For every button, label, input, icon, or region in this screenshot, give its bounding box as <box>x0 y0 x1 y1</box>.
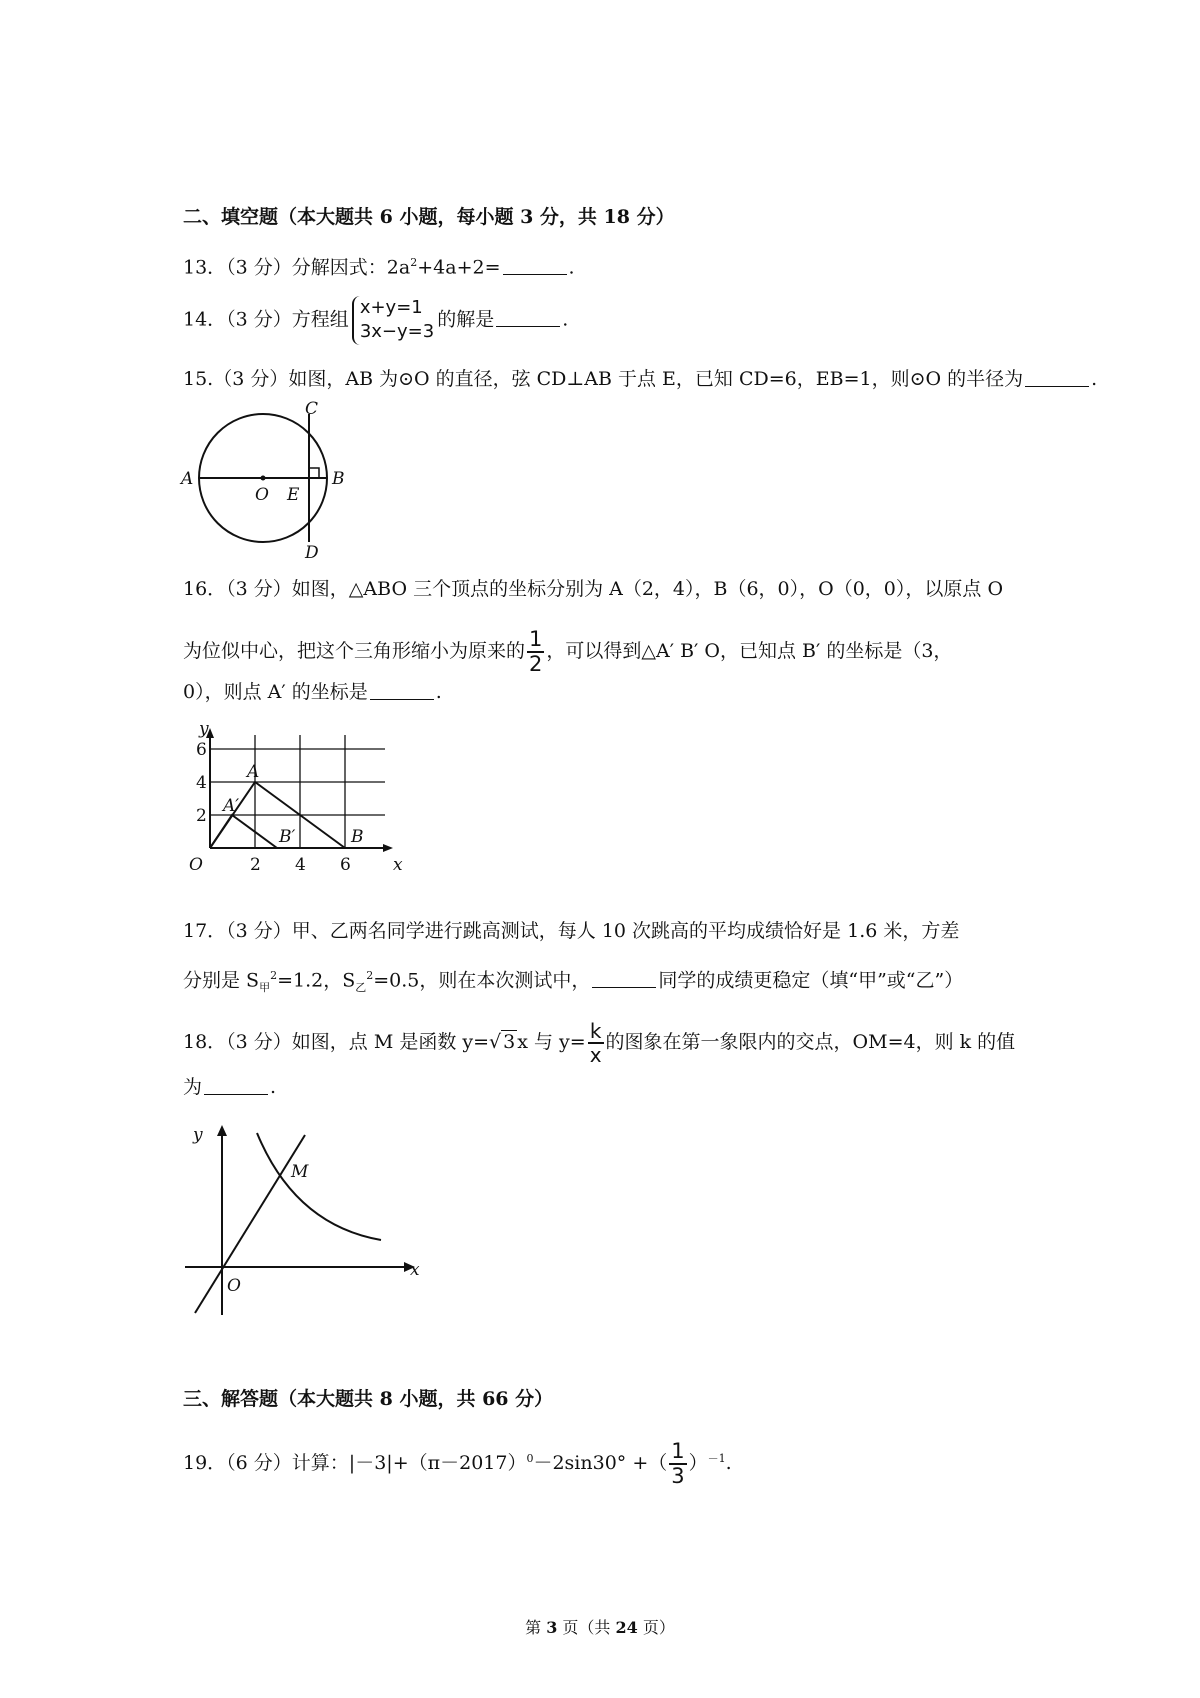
q16-answer-blank[interactable] <box>370 683 434 700</box>
q18-mid: x 与 y= <box>517 1031 586 1053</box>
point-b-prime-label: B′ <box>279 827 296 847</box>
label-d: D <box>305 543 319 560</box>
q17-answer-blank[interactable] <box>592 971 656 988</box>
q19-exp-1: －1 <box>707 1451 726 1465</box>
origin-label: O <box>189 855 203 875</box>
label-e: E <box>287 485 300 505</box>
q14-end: . <box>562 308 569 331</box>
q18-prefix: 18．（3 分）如图，点 M 是函数 y= <box>183 1031 490 1053</box>
q17-c: =0.5，则在本次测试中， <box>373 969 591 992</box>
q14-answer-blank[interactable] <box>496 310 560 327</box>
q17-sub-1: 甲 <box>259 981 271 995</box>
y-tick-4: 4 <box>196 773 207 793</box>
q17-sub-2: 乙 <box>355 981 367 995</box>
question-19 <box>183 1440 732 1488</box>
q16-coordinate-grid <box>175 720 405 895</box>
hyperbola-y-k-over-x <box>257 1133 381 1240</box>
q15-end: . <box>1091 368 1098 390</box>
x-tick-2: 2 <box>250 855 261 875</box>
q16-fraction <box>527 628 544 676</box>
q18-suffix: 的图象在第一象限内的交点，OM=4，则 k 的值 <box>605 1031 1016 1053</box>
q16-frac-num: 1 <box>527 628 544 653</box>
q15-answer-blank[interactable] <box>1025 370 1089 387</box>
q16-line2-prefix: 为位似中心，把这个三角形缩小为原来的 <box>183 640 526 663</box>
q18-frac-den: x <box>589 1043 602 1067</box>
line-y-sqrt3-x <box>195 1135 305 1313</box>
q13-prefix: 13．（3 分）分解因式：2a <box>183 256 411 279</box>
q18-line2-prefix: 为 <box>183 1076 203 1098</box>
origin-label: O <box>227 1276 241 1296</box>
q13-end: . <box>568 256 575 279</box>
center-point <box>261 476 266 481</box>
point-m-label: M <box>291 1162 309 1182</box>
label-c: C <box>305 400 319 419</box>
q18-sqrt: 3 <box>503 1031 516 1053</box>
x-axis-arrow <box>383 844 393 852</box>
q15-text: 15.（3 分）如图，AB 为⊙O 的直径，弦 CD⊥AB 于点 E，已知 CD=6，EB=1，则⊙O 的半径为 <box>183 368 1024 390</box>
q19-exp-0: 0 <box>526 1451 534 1465</box>
q19-end: . <box>725 1452 732 1475</box>
footer-total-pages: 24 <box>615 1618 638 1637</box>
q19-frac-den: 3 <box>671 1464 685 1489</box>
question-15 <box>183 370 1097 389</box>
q16-end: . <box>435 681 442 703</box>
q13-suffix: +4a+2= <box>417 256 501 279</box>
question-17-line-1: 17．（3 分）甲、乙两名同学进行跳高测试，每人 10 次跳高的平均成绩恰好是 1.6 米，方差 <box>183 920 960 942</box>
label-o: O <box>255 485 269 505</box>
q18-answer-blank[interactable] <box>204 1078 268 1095</box>
q14-equation-2: 3x−y=3 <box>359 321 435 343</box>
q17-d: 同学的成绩更稳定（填“甲”或“乙”） <box>658 969 964 992</box>
q13-exponent: 2 <box>410 256 418 269</box>
q14-equation-1: x+y=1 <box>359 297 423 318</box>
q18-frac-num: k <box>588 1020 604 1044</box>
question-16-line-2 <box>183 628 952 676</box>
q16-line3-prefix: 0），则点 A′ 的坐标是 <box>183 681 368 703</box>
triangle-a-prime-b-prime-o <box>210 815 277 848</box>
question-16-line-3 <box>183 683 442 702</box>
q15-circle-diagram <box>175 400 365 560</box>
q17-sup-2: 2 <box>366 969 374 982</box>
x-axis-label: x <box>393 855 403 875</box>
question-17-line-2 <box>183 970 963 993</box>
q16-frac-den: 2 <box>529 652 543 677</box>
y-axis-label: y <box>199 720 209 739</box>
q17-sup-1: 2 <box>270 969 278 982</box>
q18-end: . <box>270 1076 277 1098</box>
label-b: B <box>332 469 345 489</box>
question-18-line-2 <box>183 1078 276 1097</box>
q19-fraction <box>669 1440 686 1488</box>
x-tick-6: 6 <box>340 855 351 875</box>
q18-function-graph <box>175 1115 425 1325</box>
x-tick-4: 4 <box>295 855 306 875</box>
footer-b: 页（共 <box>557 1618 616 1637</box>
label-a: A <box>181 469 194 489</box>
question-13 <box>183 257 575 277</box>
x-axis-label: x <box>410 1260 420 1280</box>
q18-fraction <box>588 1020 604 1066</box>
q16-line2-suffix: ，可以得到△A′ B′ O，已知点 B′ 的坐标是（3， <box>546 640 953 663</box>
point-b-label: B <box>351 827 364 847</box>
q19-frac-num: 1 <box>669 1440 686 1465</box>
q13-answer-blank[interactable] <box>503 258 567 275</box>
question-18-line-1: 18．（3 分）如图，点 M 是函数 y=√ 3 x 与 y= $\frac{k}{x}$ 的图象在第一象限内的交点，OM=4，则 k 的值 <box>183 1019 1016 1067</box>
q17-b: =1.2，S <box>277 969 356 992</box>
footer-c: 页） <box>637 1618 675 1637</box>
point-a-prime-label: A′ <box>223 796 240 816</box>
q19-prefix: 19．（6 分）计算：|－3|+（π－2017） <box>183 1452 527 1475</box>
question-14 <box>183 296 568 345</box>
question-16-line-1: 16．（3 分）如图，△ABO 三个顶点的坐标分别为 A（2，4），B（6，0），O（0，0），以原点 O <box>183 578 1004 600</box>
page-footer <box>0 1615 1200 1638</box>
q14-prefix: 14．（3 分）方程组 <box>183 308 349 331</box>
footer-a: 第 <box>525 1618 547 1637</box>
point-a-label: A <box>247 762 260 782</box>
y-axis-arrow <box>217 1125 227 1136</box>
section-2-heading: 二、填空题（本大题共 6 小题，每小题 3 分，共 18 分） <box>183 206 675 228</box>
y-tick-2: 2 <box>196 806 207 826</box>
y-tick-6: 6 <box>196 740 207 760</box>
footer-page-number: 3 <box>546 1618 558 1637</box>
q19-mid: －2sin30° +（ <box>533 1452 668 1475</box>
section-3-heading: 三、解答题（本大题共 8 小题，共 66 分） <box>183 1388 554 1410</box>
q14-suffix: 的解是 <box>437 308 495 331</box>
q19-close: ） <box>688 1452 708 1475</box>
equation-system-brace <box>352 296 434 345</box>
y-axis-label: y <box>193 1125 203 1145</box>
right-angle-mark <box>309 468 319 478</box>
q17-a: 分别是 S <box>183 969 260 992</box>
